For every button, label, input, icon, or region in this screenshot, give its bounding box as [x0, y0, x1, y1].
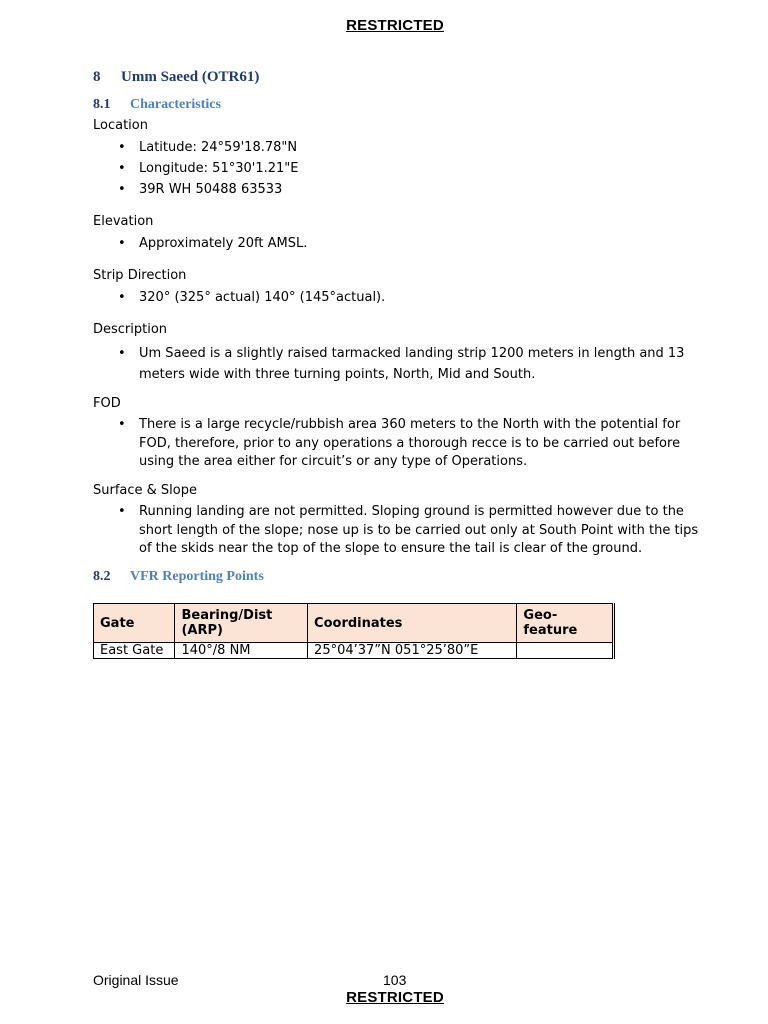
column-header-gate: Gate	[94, 604, 175, 643]
description-text: Um Saeed is a slightly raised tarmacked landing strip 1200 meters in length and 13 meters wide with three turning points, North, Mid and South.	[139, 346, 685, 382]
footer-issue: Original Issue	[93, 972, 179, 988]
latitude-text: Latitude: 24°59'18.78"N	[139, 140, 298, 155]
surface-slope-label: Surface & Slope	[93, 483, 197, 498]
bullet-icon: •	[118, 236, 126, 251]
section-heading	[93, 69, 259, 86]
elevation-text: Approximately 20ft AMSL.	[139, 236, 308, 251]
list-item	[118, 503, 708, 559]
section-number: 8	[93, 69, 101, 85]
bullet-icon: •	[118, 417, 126, 432]
bullet-icon: •	[118, 161, 126, 176]
list-item	[118, 416, 708, 472]
elevation-label: Elevation	[93, 214, 154, 229]
vfr-reporting-points-table	[93, 603, 615, 659]
bullet-icon: •	[118, 290, 126, 305]
list-item	[118, 160, 708, 179]
strip-direction-text: 320° (325° actual) 140° (145°actual).	[139, 290, 386, 305]
list-item	[118, 343, 708, 385]
fod-label: FOD	[93, 396, 121, 411]
column-header-coordinates: Coordinates	[308, 604, 517, 643]
bullet-icon: •	[118, 346, 126, 361]
list-item	[118, 289, 708, 308]
grid-reference-text: 39R WH 50488 63533	[139, 182, 283, 197]
table-header-row	[94, 604, 614, 643]
strip-direction-label: Strip Direction	[93, 268, 187, 283]
subsection-heading-characteristics	[93, 97, 221, 113]
column-header-bearing: Bearing/Dist (ARP)	[175, 604, 308, 643]
section-title: Umm Saeed (OTR61)	[121, 69, 260, 85]
subsection-title: Characteristics	[130, 97, 221, 112]
longitude-text: Longitude: 51°30'1.21"E	[139, 161, 299, 176]
header-classification: RESTRICTED	[346, 17, 444, 34]
fod-text: There is a large recycle/rubbish area 360 meters to the North with the potential for FOD, therefore, prior to any operations a thorough recce is to be carried out before using the area either for circuit’s or any type of Operations.	[139, 417, 681, 469]
table-cell-bearing: 140°/8 NM	[175, 643, 308, 659]
bullet-icon: •	[118, 182, 126, 197]
table-cell-coordinates: 25°04’37”N 051°25’80”E	[308, 643, 517, 659]
location-label: Location	[93, 118, 148, 133]
subsection-number: 8.1	[93, 97, 111, 112]
table-row	[94, 643, 614, 659]
bullet-icon: •	[118, 140, 126, 155]
column-header-geo-feature: Geo-feature	[517, 604, 614, 643]
table-cell-geo-feature	[517, 643, 614, 659]
subsection-title: VFR Reporting Points	[130, 569, 264, 584]
footer-classification: RESTRICTED	[346, 989, 444, 1006]
table-cell-gate: East Gate	[94, 643, 175, 659]
page-number: 103	[383, 972, 407, 988]
list-item	[118, 139, 708, 158]
surface-slope-text: Running landing are not permitted. Sloping ground is permitted however due to the short length of the slope; nose up is to be carried out only at South Point with the tips of the skids near the top of the slope to ensure the tail is clear of the ground.	[139, 504, 699, 556]
subsection-number: 8.2	[93, 569, 111, 584]
bullet-icon: •	[118, 504, 126, 519]
description-label: Description	[93, 322, 168, 337]
list-item	[118, 181, 708, 200]
subsection-heading-vfr	[93, 569, 264, 585]
list-item	[118, 235, 708, 254]
